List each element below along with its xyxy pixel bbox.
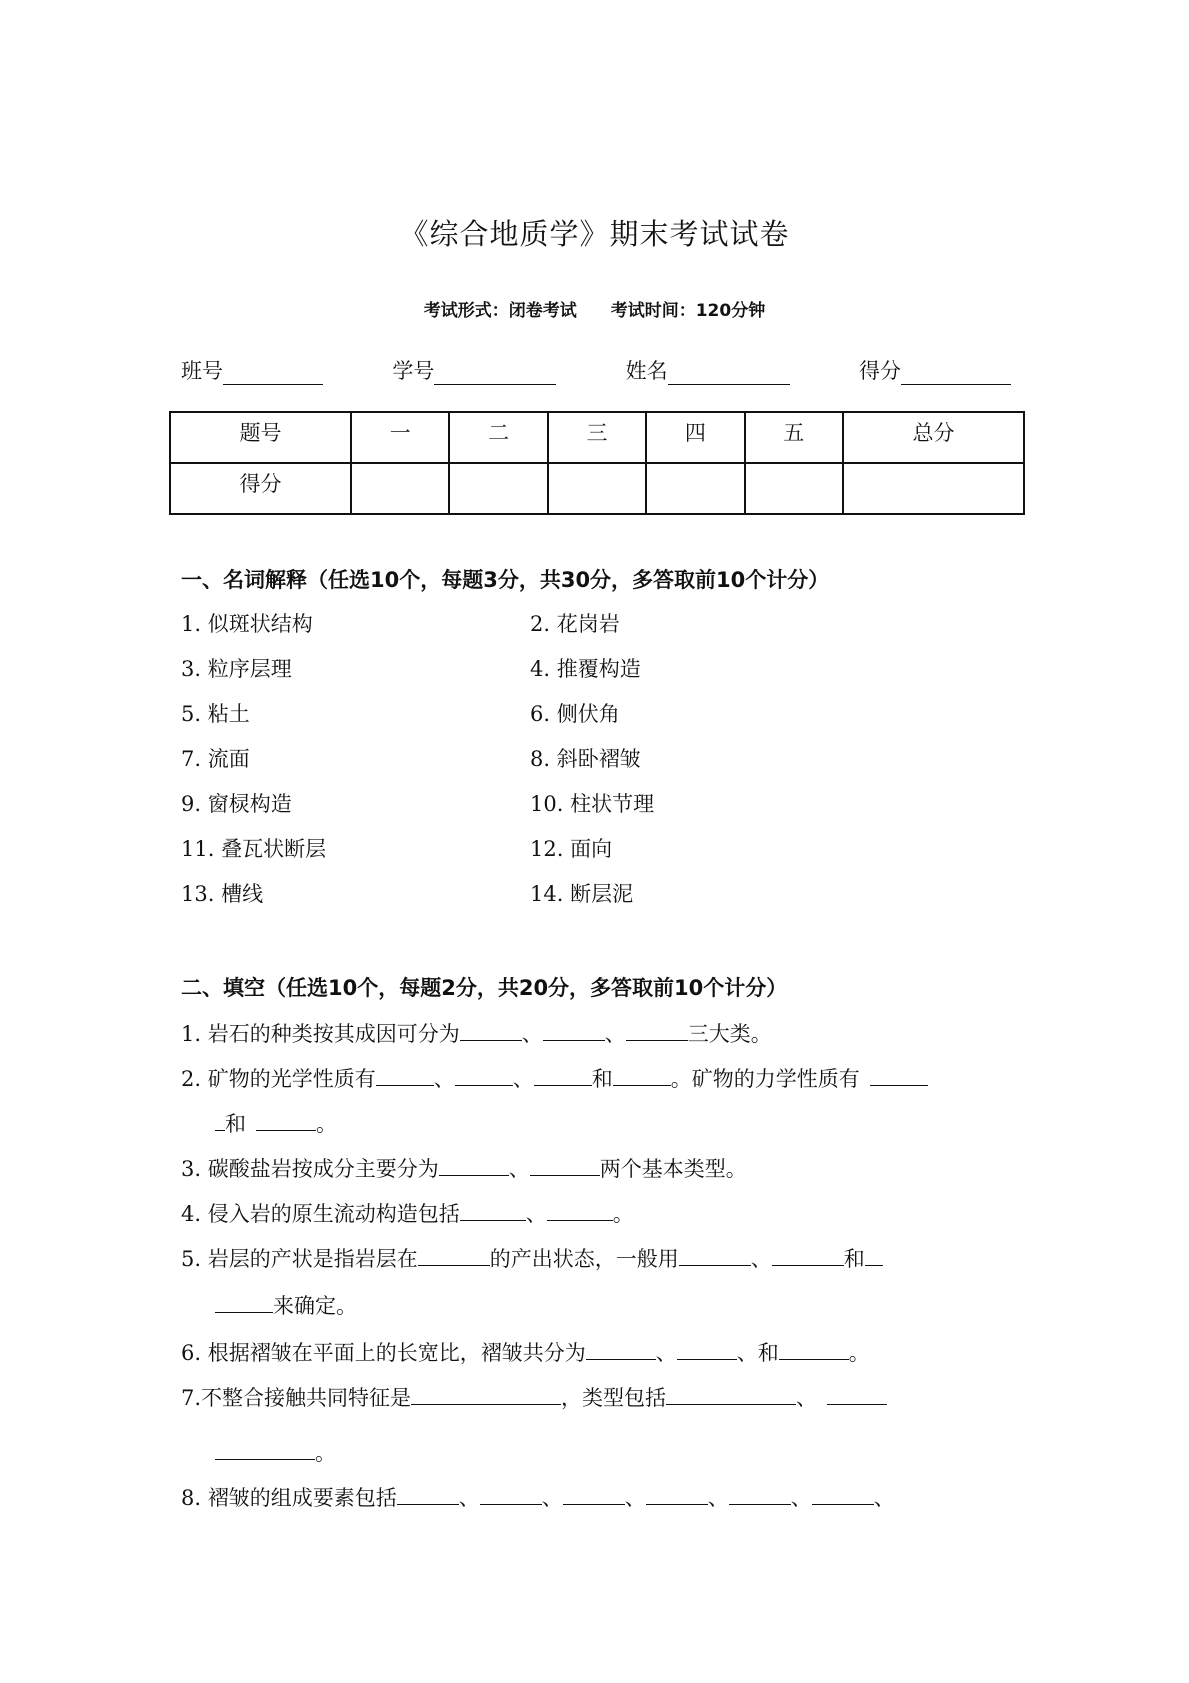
class-field[interactable]: 班号 <box>181 355 323 385</box>
term-item: 7. 流面 <box>181 747 250 771</box>
fill-question-7-cont: 。 <box>215 1437 336 1467</box>
answer-blank[interactable] <box>865 1247 883 1266</box>
exam-title: 《综合地质学》期末考试试卷 <box>399 217 790 251</box>
term-item: 2. 花岗岩 <box>530 612 620 636</box>
answer-blank[interactable] <box>870 1067 928 1086</box>
header-cell: 三 <box>548 412 646 463</box>
term-item: 11. 叠瓦状断层 <box>181 837 327 861</box>
student-id-field[interactable]: 学号 <box>392 355 556 385</box>
answer-blank[interactable] <box>586 1341 656 1360</box>
answer-blank[interactable] <box>215 1441 315 1460</box>
score-table-row <box>170 463 1024 514</box>
score-cell[interactable] <box>745 463 843 514</box>
answer-blank[interactable] <box>418 1247 490 1266</box>
score-cell[interactable] <box>351 463 449 514</box>
answer-blank[interactable] <box>812 1486 874 1505</box>
answer-blank[interactable] <box>729 1486 791 1505</box>
answer-blank[interactable] <box>460 1022 522 1041</box>
section2-heading: 二、填空（任选10个，每题2分，共20分，多答取前10个计分） <box>181 976 788 1000</box>
answer-blank[interactable] <box>543 1022 605 1041</box>
fill-question-5-cont: 来确定。 <box>215 1290 357 1320</box>
score-table <box>169 411 1025 515</box>
answer-blank[interactable] <box>772 1247 844 1266</box>
fill-question-2-cont: 和 。 <box>215 1108 337 1138</box>
answer-blank[interactable] <box>534 1067 592 1086</box>
answer-blank[interactable] <box>215 1294 273 1313</box>
answer-blank[interactable] <box>530 1157 600 1176</box>
fill-question-4: 4. 侵入岩的原生流动构造包括 、 。 <box>181 1202 634 1226</box>
answer-blank[interactable] <box>679 1247 751 1266</box>
term-item: 9. 窗棂构造 <box>181 792 292 816</box>
header-cell: 题号 <box>170 412 351 463</box>
score-field[interactable]: 得分 <box>859 355 1011 385</box>
header-cell: 总分 <box>843 412 1024 463</box>
fill-question-5: 5. 岩层的产状是指岩层在 的产出状态，一般用 、 和 <box>181 1243 883 1273</box>
term-item: 3. 粒序层理 <box>181 657 292 681</box>
fill-question-2: 2. 矿物的光学性质有 、 、 和 。矿物的力学性质有 <box>181 1063 928 1093</box>
term-item: 10. 柱状节理 <box>530 792 655 816</box>
term-item: 14. 断层泥 <box>530 882 634 906</box>
answer-blank[interactable] <box>256 1112 316 1131</box>
name-blank[interactable] <box>668 364 790 385</box>
answer-blank[interactable] <box>215 1112 225 1131</box>
answer-blank[interactable] <box>411 1386 561 1405</box>
class-blank[interactable] <box>223 364 323 385</box>
answer-blank[interactable] <box>376 1067 434 1086</box>
answer-blank[interactable] <box>827 1386 887 1405</box>
answer-blank[interactable] <box>439 1157 509 1176</box>
exam-subtitle <box>0 296 1189 321</box>
answer-blank[interactable] <box>666 1386 796 1405</box>
term-item: 13. 槽线 <box>181 882 264 906</box>
header-cell: 一 <box>351 412 449 463</box>
student-id-blank[interactable] <box>434 364 556 385</box>
section1-heading: 一、名词解释（任选10个，每题3分，共30分，多答取前10个计分） <box>181 568 830 592</box>
answer-blank[interactable] <box>455 1067 513 1086</box>
term-item: 5. 粘土 <box>181 702 250 726</box>
score-cell[interactable] <box>646 463 744 514</box>
fill-question-6: 6. 根据褶皱在平面上的长宽比，褶皱共分为 、 、和 。 <box>181 1341 870 1365</box>
header-cell: 五 <box>745 412 843 463</box>
header-cell: 四 <box>646 412 744 463</box>
header-cell: 二 <box>449 412 547 463</box>
term-item: 1. 似斑状结构 <box>181 612 313 636</box>
fill-question-3: 3. 碳酸盐岩按成分主要分为 、 两个基本类型。 <box>181 1157 747 1181</box>
answer-blank[interactable] <box>677 1341 737 1360</box>
answer-blank[interactable] <box>779 1341 849 1360</box>
score-cell[interactable] <box>843 463 1024 514</box>
answer-blank[interactable] <box>397 1486 459 1505</box>
answer-blank[interactable] <box>613 1067 671 1086</box>
score-cell[interactable] <box>548 463 646 514</box>
exam-form: 考试形式：闭卷考试 <box>423 301 577 321</box>
score-cell[interactable] <box>449 463 547 514</box>
score-table-header <box>170 412 1024 463</box>
fill-question-1: 1. 岩石的种类按其成因可分为 、 、 三大类。 <box>181 1022 772 1046</box>
answer-blank[interactable] <box>646 1486 708 1505</box>
answer-blank[interactable] <box>626 1022 688 1041</box>
answer-blank[interactable] <box>563 1486 625 1505</box>
exam-time: 考试时间：120分钟 <box>610 301 766 321</box>
term-item: 8. 斜卧褶皱 <box>530 747 641 771</box>
score-blank[interactable] <box>901 364 1011 385</box>
term-item: 6. 侧伏角 <box>530 702 620 726</box>
fill-question-7: 7.不整合接触共同特征是 ，类型包括 、 <box>181 1382 887 1412</box>
name-field[interactable]: 姓名 <box>626 355 790 385</box>
term-item: 12. 面向 <box>530 837 613 861</box>
row-label: 得分 <box>170 463 351 514</box>
answer-blank[interactable] <box>460 1202 526 1221</box>
answer-blank[interactable] <box>547 1202 613 1221</box>
answer-blank[interactable] <box>480 1486 542 1505</box>
term-item: 4. 推覆构造 <box>530 657 641 681</box>
fill-question-8: 8. 褶皱的组成要素包括 、 、 、 、 、 、 <box>181 1486 895 1510</box>
student-info-row <box>181 355 1011 385</box>
